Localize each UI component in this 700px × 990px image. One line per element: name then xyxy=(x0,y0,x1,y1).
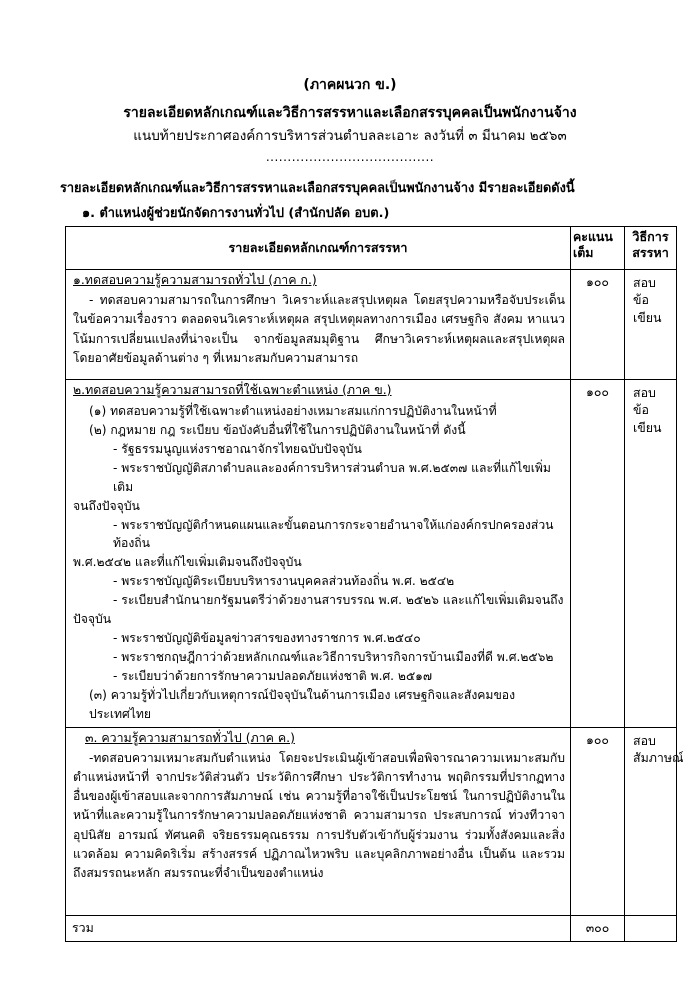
total-row xyxy=(66,915,677,941)
section2-item3: (๓) ความรู้ทั่วไปเกี่ยวกับเหตุการณ์ปัจจุบันในด้านการเมือง เศรษฐกิจและสังคมของประเทศไทย xyxy=(89,687,516,721)
section2-method-line1: สอบ xyxy=(633,385,656,400)
section2-item1: (๑) ทดสอบความรู้ที่ใช้เฉพาะตำแหน่งอย่างเหมาะสมแก่การปฏิบัติงานในหน้าที่ xyxy=(89,404,497,419)
total-score: ๓๐๐ xyxy=(571,915,625,941)
law-item: - พระราชบัญญัติสภาตำบลและองค์การบริหารส่วนตำบล พ.ศ.๒๕๓๗ และที่แก้ไขเพิ่มเติม xyxy=(113,460,551,494)
section3-method xyxy=(625,727,684,915)
method-column-header xyxy=(625,227,677,270)
dotted-separator: ....................................... xyxy=(265,150,435,164)
section1-title: ๑.ทดสอบความรู้ความสามารถทั่วไป (ภาค ก.) xyxy=(73,272,317,287)
law-item: - พระราชกฤษฎีกาว่าด้วยหลักเกณฑ์และวิธีการบริหารกิจการบ้านเมืองที่ดี พ.ศ.๒๕๖๒ xyxy=(113,649,554,664)
total-label: รวม xyxy=(66,915,571,941)
criteria-column-header: รายละเอียดหลักเกณฑ์การสรรหา xyxy=(66,227,571,270)
score-column-header xyxy=(571,227,625,270)
score-header-line2: เต็ม xyxy=(573,244,594,260)
law-item: - พระราชบัญญัติระเบียบบริหารงานบุคคลส่วนท้องถิ่น พ.ศ. ๒๕๔๒ xyxy=(113,574,455,589)
method-header-line2: สรรหา xyxy=(632,245,669,261)
section3-score: ๑๐๐ xyxy=(571,727,625,915)
law-item: - รัฐธรรมนูญแห่งราชอาณาจักรไทยฉบับปัจจุบัน xyxy=(113,441,362,456)
section3-body: -ทดสอบความเหมาะสมกับตำแหน่ง โดยจะประเมินผู้เข้าสอบเพื่อพิจารณาความเหมาะสมกับตำแหน่งหน้าที่ จากประวัติส่วนตัว ประวัติการศึกษา ประวัติการทำงาน พฤติกรรมที่ปรากฏทางอื่นของผู้เข้าสอบและจากการสัมภาษณ์ เช่น ความรู้ที่อาจใช้เป็นประโยชน์ ในการปฏิบัติงานในหน้าที่และความรู้ในการรักษาความปลอดภัยแห่งชาติ ความสามารถ ประสบการณ์ ท่วงทีวาจา อุปนิสัย อารมณ์ ทัศนคติ จริยธรรมคุณธรรม การปรับตัวเข้ากับผู้ร่วมงาน ร่วมทั้งสังคมและสิ่งแวดล้อม ความคิดริเริ่ม สร้างสรรค์ ปฏิภาณไหวพริบ และบุคลิกภาพอย่างอื่น เป็นต้น และรวมถึงสมรรถนะหลัก สมรรถนะที่จำเป็นของตำแหน่ง xyxy=(73,750,565,881)
section1-score: ๑๐๐ xyxy=(571,270,625,380)
section3-title: ๓. ความรู้ความสามารถทั่วไป (ภาค ค.) xyxy=(85,729,295,745)
section3-method-line2: สัมภาษณ์ xyxy=(633,749,684,765)
table-row xyxy=(66,270,677,380)
section3-title-wrap xyxy=(73,730,565,746)
position-heading: ๑. ตำแหน่งผู้ช่วยนักจัดการงานทั่วไป (สำนักปลัด อบต.) xyxy=(82,206,390,221)
law-item: - พระราชบัญญัติกำหนดแผนและขั้นตอนการกระจายอำนาจให้แก่องค์กรปกครองส่วนท้องถิ่น xyxy=(113,517,554,551)
method-header-line1: วิธีการ xyxy=(632,229,669,244)
intro-heading: รายละเอียดหลักเกณฑ์และวิธีการสรรหาและเลือกสรรบุคคลเป็นพนักงานจ้าง มีรายละเอียดดังนี้ xyxy=(60,181,575,196)
criteria-table xyxy=(65,226,684,942)
section2-criteria xyxy=(66,380,571,728)
section1-method-line1: สอบ xyxy=(633,275,656,290)
law-item: - พระราชบัญญัติข้อมูลข่าวสารของทางราชการ พ.ศ.๒๕๔๐ xyxy=(113,631,421,645)
section2-title: ๒.ทดสอบความรู้ความสามารถที่ใช้เฉพาะตำแหน่ง (ภาค ข.) xyxy=(73,382,392,397)
section2-method xyxy=(625,380,677,728)
document-subtitle: แนบท้ายประกาศองค์การบริหารส่วนตำบลละเอาะ ลงวันที่ ๓ มีนาคม ๒๕๖๓ xyxy=(133,128,567,144)
section2-method-line2: ข้อเขียน xyxy=(633,402,662,435)
section1-method xyxy=(625,270,677,380)
section1-body: - ทดสอบความสามารถในการศึกษา วิเคราะห์และสรุปเหตุผล โดยสรุปความหรือจับประเด็นในข้อความเรื่องราว ตลอดจนวิเคราะห์เหตุผล สรุปเหตุผลทางการเมือง เศรษฐกิจ สังคม หาแนวโน้มการเปลี่ยนแปลงที่น่าจะเป็น จากข้อมูลสมมุติฐาน ศึกษาวิเคราะห์เหตุผลและสรุปเหตุผล โดยอาศัยข้อมูลด้านต่าง ๆ ที่เหมาะสมกับความสามารถ xyxy=(73,293,565,365)
score-header-line1: คะแนน xyxy=(573,229,613,244)
table-header-row xyxy=(66,227,677,270)
section2-item2: (๒) กฎหมาย กฎ ระเบียบ ข้อบังคับอื่นที่ใช้ในการปฏิบัติงานในหน้าที่ ดังนี้ xyxy=(89,423,466,438)
section3-method-line1: สอบ xyxy=(633,732,656,748)
section2-score: ๑๐๐ xyxy=(571,380,625,728)
annex-label: (ภาคผนวก ข.) xyxy=(303,77,397,93)
law-item-continued: ปัจจุบัน xyxy=(73,612,112,627)
law-item: - ระเบียบสำนักนายกรัฐมนตรีว่าด้วยงานสารบรรณ พ.ศ. ๒๕๒๖ และแก้ไขเพิ่มเติมจนถึง xyxy=(113,593,564,608)
table-row xyxy=(66,380,677,728)
law-item-continued: พ.ศ.๒๕๔๒ และที่แก้ไขเพิ่มเติมจนถึงปัจจุบัน xyxy=(73,555,302,570)
section1-method-line2: ข้อเขียน xyxy=(633,292,662,325)
total-method-empty xyxy=(625,915,677,941)
section3-criteria xyxy=(66,727,571,915)
table-row xyxy=(66,727,677,915)
section1-criteria xyxy=(66,270,571,380)
law-item: - ระเบียบว่าด้วยการรักษาความปลอดภัยแห่งชาติ พ.ศ. ๒๕๑๗ xyxy=(113,668,433,683)
document-title: รายละเอียดหลักเกณฑ์และวิธีการสรรหาและเลือกสรรบุคคลเป็นพนักงานจ้าง xyxy=(123,105,577,121)
law-item-continued: จนถึงปัจจุบัน xyxy=(73,498,140,513)
